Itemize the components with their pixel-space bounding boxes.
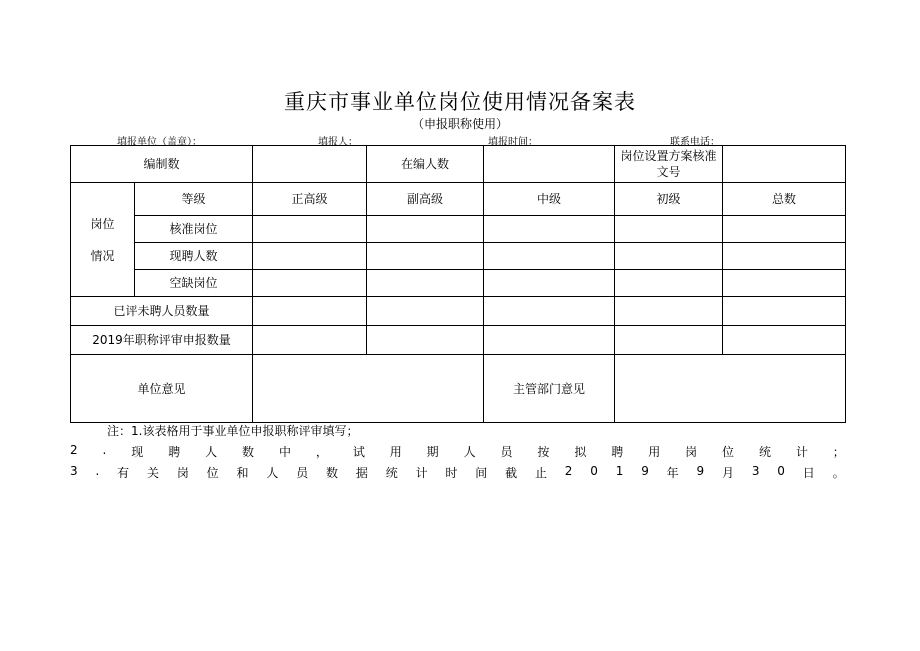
note-char: 2 [564, 464, 573, 478]
note-char: 日 [802, 466, 815, 480]
note-char: 截 [505, 466, 518, 480]
unit-opinion-label-cell [71, 355, 253, 423]
level-header-senior: 正高级 [291, 192, 328, 206]
note-char: 聘 [611, 445, 624, 459]
level-header-cell [615, 183, 723, 216]
dept-opinion-label: 主管部门意见 [513, 381, 586, 396]
post-label-line1: 岗位 [90, 216, 115, 231]
note-char: 年 [666, 466, 679, 480]
note-char: 0 [777, 464, 785, 478]
note-char: 3 [70, 464, 78, 478]
note-char: 计 [795, 445, 808, 459]
table-row [71, 355, 846, 423]
level-header-cell [367, 183, 484, 216]
note-char: 3 [751, 464, 760, 478]
table-cell[interactable] [615, 243, 723, 270]
note-char: 有 [117, 466, 130, 480]
apply-count-label-cell [71, 326, 253, 355]
plan-label-line1: 岗位设置方案核准 [620, 149, 717, 163]
vacant-posts-label-cell [135, 270, 253, 297]
note-char: 现 [131, 445, 144, 459]
table-row [71, 216, 846, 243]
note-char: 期 [426, 445, 439, 459]
table-cell[interactable] [615, 216, 723, 243]
form-subtitle: （申报职称使用） [411, 117, 508, 131]
level-header-associate: 副高级 [407, 192, 444, 206]
table-cell[interactable] [367, 297, 484, 326]
level-label-cell [135, 183, 253, 216]
note-char: 2 [70, 443, 78, 457]
note-char: 据 [355, 466, 368, 480]
level-header-junior: 初级 [656, 192, 681, 206]
current-hires-label-cell [135, 243, 253, 270]
note-char: 计 [415, 466, 428, 480]
table-cell[interactable] [367, 216, 484, 243]
level-header-cell [253, 183, 367, 216]
in-staff-label: 在编人数 [401, 157, 450, 171]
dept-opinion-value-cell[interactable] [615, 355, 846, 423]
level-header-total: 总数 [772, 192, 797, 206]
level-label: 等级 [181, 192, 206, 206]
unit-opinion-value-cell[interactable] [253, 355, 484, 423]
table-cell[interactable] [253, 243, 367, 270]
note-char: 位 [206, 466, 219, 480]
table-row [71, 243, 846, 270]
note-char: 1 [615, 464, 624, 478]
note-char: 中 [278, 445, 291, 459]
note-char: 时 [445, 466, 458, 480]
note-char: 用 [389, 445, 402, 459]
note-char: . [95, 464, 100, 478]
note-char: 和 [236, 466, 249, 480]
note-char: 拟 [574, 445, 587, 459]
table-cell[interactable] [615, 270, 723, 297]
note-char: ； [832, 445, 845, 459]
note-char: 间 [475, 466, 488, 480]
note-char: 聘 [168, 445, 181, 459]
note-char: 岗 [176, 466, 189, 480]
approved-posts-label: 核准岗位 [169, 222, 218, 236]
staffing-label-cell [71, 146, 253, 183]
note-char: 。 [832, 466, 845, 480]
note-char: 数 [242, 445, 255, 459]
unhired-label-cell [71, 297, 253, 326]
table-cell[interactable] [615, 326, 723, 355]
note-char: 人 [463, 445, 476, 459]
note-char: 人 [205, 445, 218, 459]
note-char: ， [315, 445, 328, 459]
note-char: 关 [146, 466, 159, 480]
dept-opinion-label-cell [484, 355, 615, 423]
in-staff-value-cell[interactable] [484, 146, 615, 183]
staffing-label: 编制数 [143, 157, 180, 171]
table-cell[interactable] [615, 297, 723, 326]
meta-phone-label: 联系电话： [670, 137, 720, 148]
approved-posts-label-cell [135, 216, 253, 243]
note-line-1: 注：1.该表格用于事业单位申报职称评审填写； [107, 424, 359, 438]
table-cell[interactable] [723, 297, 846, 326]
plan-label-cell [615, 146, 723, 183]
note-char: 员 [500, 445, 513, 459]
table-cell[interactable] [723, 326, 846, 355]
note-char: 试 [352, 445, 365, 459]
post-label-cell [71, 183, 135, 297]
note-char: 岗 [685, 445, 698, 459]
plan-value-cell[interactable] [723, 146, 846, 183]
note-char: 位 [722, 445, 735, 459]
in-staff-label-cell [367, 146, 484, 183]
plan-label-line2: 文号 [656, 165, 681, 179]
note-line-3 [70, 464, 845, 481]
note-line-2 [70, 443, 845, 460]
current-hires-label: 现聘人数 [169, 249, 218, 263]
note-char: 用 [648, 445, 661, 459]
note-char: 人 [266, 466, 279, 480]
table-row [71, 297, 846, 326]
note-char: 0 [590, 464, 598, 478]
meta-unit-label: 填报单位（盖章）： [117, 137, 202, 148]
table-cell[interactable] [484, 243, 615, 270]
unhired-label: 已评未聘人员数量 [113, 304, 210, 318]
note-char: 月 [721, 466, 734, 480]
note-char: 员 [296, 466, 309, 480]
vacant-posts-label: 空缺岗位 [169, 276, 218, 290]
table-row [71, 326, 846, 355]
table-cell[interactable] [723, 243, 846, 270]
filing-form-table [70, 145, 846, 423]
note-char: . [102, 443, 107, 457]
table-cell[interactable] [484, 326, 615, 355]
table-row [71, 183, 846, 216]
table-cell[interactable] [484, 297, 615, 326]
unit-opinion-label: 单位意见 [137, 381, 186, 396]
level-header-cell [723, 183, 846, 216]
level-header-intermediate: 中级 [537, 192, 562, 206]
table-cell[interactable] [253, 270, 367, 297]
table-cell[interactable] [484, 270, 615, 297]
table-cell[interactable] [253, 216, 367, 243]
note-char: 按 [537, 445, 550, 459]
table-row [71, 270, 846, 297]
table-row [71, 146, 846, 183]
note-char: 统 [758, 445, 771, 459]
table-cell[interactable] [253, 297, 367, 326]
meta-time-label: 填报时间： [488, 137, 538, 148]
table-cell[interactable] [723, 216, 846, 243]
table-cell[interactable] [367, 270, 484, 297]
form-title: 重庆市事业单位岗位使用情况备案表 [284, 90, 636, 114]
post-label-line2: 情况 [90, 248, 115, 263]
table-cell[interactable] [723, 270, 846, 297]
table-cell[interactable] [367, 326, 484, 355]
level-header-cell [484, 183, 615, 216]
note-char: 统 [385, 466, 398, 480]
apply-count-label: 2019年职称评审申报数量 [92, 333, 231, 347]
note-char: 数 [326, 466, 339, 480]
note-char: 9 [641, 464, 649, 478]
staffing-value-cell[interactable] [253, 146, 367, 183]
table-cell[interactable] [484, 216, 615, 243]
note-char: 止 [534, 466, 547, 480]
note-char: 9 [696, 464, 705, 478]
meta-person-label: 填报人： [318, 137, 358, 148]
table-cell[interactable] [253, 326, 367, 355]
table-cell[interactable] [367, 243, 484, 270]
